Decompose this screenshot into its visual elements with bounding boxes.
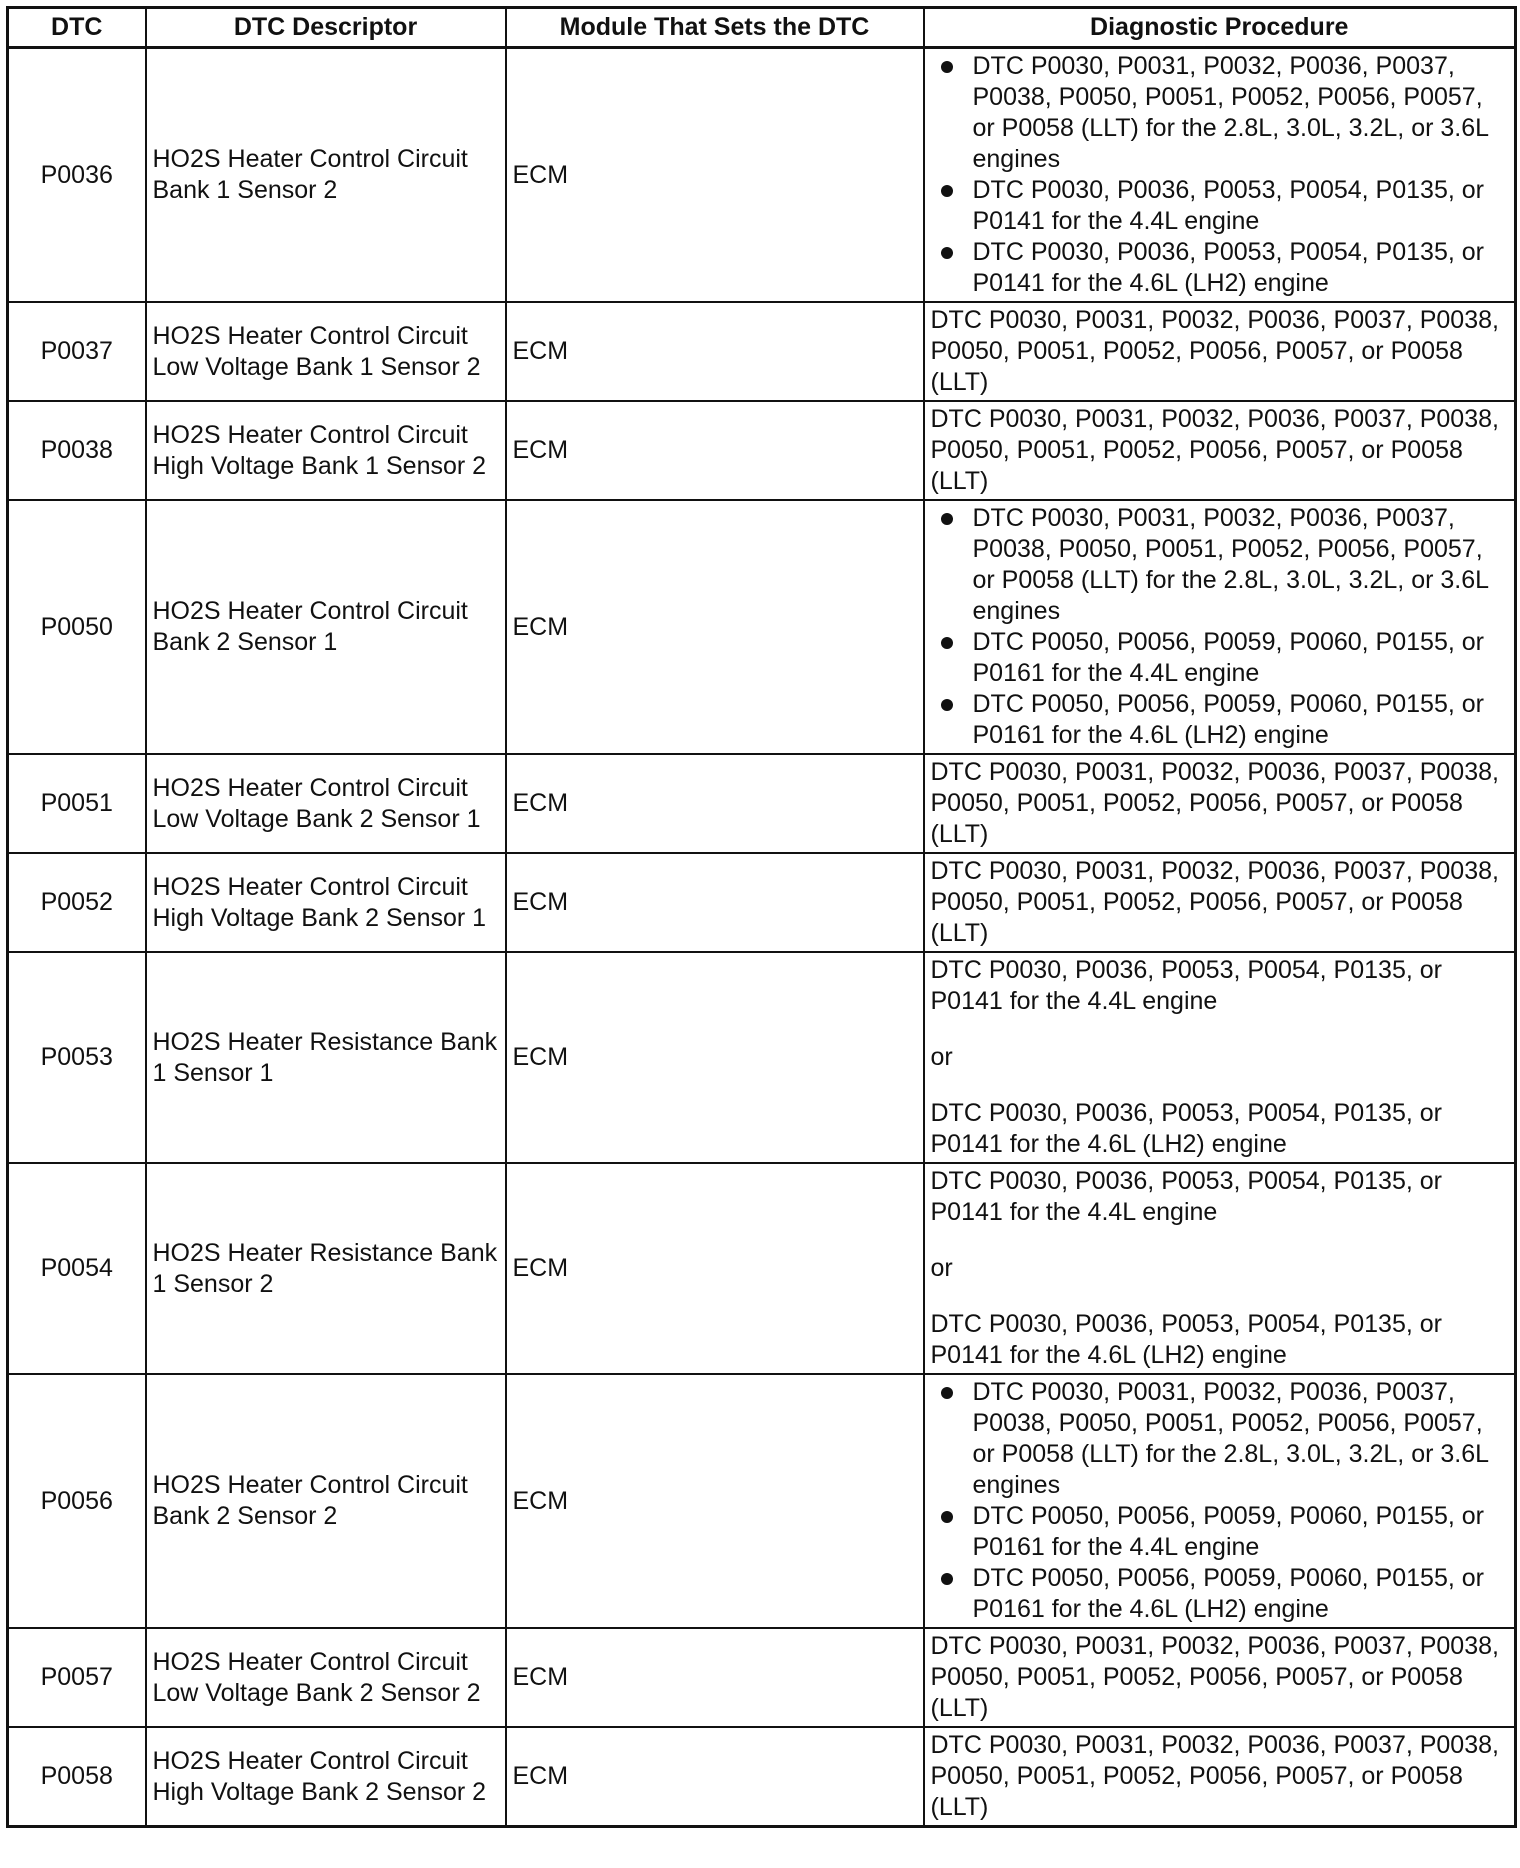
dtc-code-cell: P0038 [8,401,146,500]
module-cell: ECM [506,853,924,952]
procedure-bullet-list [931,51,1509,299]
module-cell: ECM [506,1727,924,1827]
procedure-paragraph: or [930,1043,953,1071]
header-diagnostic-procedure: Diagnostic Procedure [924,8,1516,48]
dtc-descriptor-cell: HO2S Heater Resistance Bank 1 Sensor 1 [146,952,506,1163]
procedure-paragraph: DTC P0030, P0036, P0053, P0054, P0135, or P0141 for the 4.6L (LH2) engine [930,1310,1442,1369]
module-cell: ECM [506,401,924,500]
table-row [8,952,1516,1163]
dtc-code-cell: P0056 [8,1374,146,1628]
procedure-bullet-item: DTC P0050, P0056, P0059, P0060, P0155, or P0161 for the 4.6L (LH2) engine [973,1563,1509,1625]
module-cell: ECM [506,754,924,853]
dtc-descriptor-cell: HO2S Heater Control Circuit Low Voltage Bank 2 Sensor 1 [146,754,506,853]
table-row [8,1727,1516,1827]
dtc-code-cell: P0052 [8,853,146,952]
procedure-bullet-list [931,503,1509,751]
dtc-code-cell: P0036 [8,48,146,303]
table-row [8,853,1516,952]
dtc-code-cell: P0054 [8,1163,146,1374]
diagnostic-procedure-cell [924,401,1516,500]
module-cell: ECM [506,500,924,754]
dtc-descriptor-cell: HO2S Heater Control Circuit Bank 2 Sensor 2 [146,1374,506,1628]
procedure-paragraph: DTC P0030, P0036, P0053, P0054, P0135, or P0141 for the 4.4L engine [930,1167,1442,1226]
table-row [8,1163,1516,1374]
dtc-descriptor-cell: HO2S Heater Control Circuit Low Voltage Bank 1 Sensor 2 [146,302,506,401]
procedure-paragraph: DTC P0030, P0031, P0032, P0036, P0037, P0038, P0050, P0051, P0052, P0056, P0057, or P0058 (LLT) [930,758,1499,848]
table-row [8,302,1516,401]
dtc-descriptor-cell: HO2S Heater Control Circuit Bank 2 Sensor 1 [146,500,506,754]
diagnostic-procedure-cell [924,1374,1516,1628]
diagnostic-procedure-cell [924,1727,1516,1827]
procedure-bullet-list [931,1377,1509,1625]
module-cell: ECM [506,1374,924,1628]
procedure-paragraph: DTC P0030, P0031, P0032, P0036, P0037, P0038, P0050, P0051, P0052, P0056, P0057, or P0058 (LLT) [930,1731,1499,1821]
dtc-code-cell: P0058 [8,1727,146,1827]
dtc-code-cell: P0037 [8,302,146,401]
table-body [8,48,1516,1827]
dtc-table [6,6,1517,1828]
table-row [8,754,1516,853]
diagnostic-procedure-cell [924,1628,1516,1727]
diagnostic-procedure-cell [924,500,1516,754]
procedure-bullet-item: DTC P0030, P0031, P0032, P0036, P0037, P0038, P0050, P0051, P0052, P0056, P0057, or P0058 (LLT) for the 2.8L, 3.0L, 3.2L, or 3.6L engines [973,51,1509,175]
dtc-descriptor-cell: HO2S Heater Control Circuit High Voltage Bank 2 Sensor 2 [146,1727,506,1827]
module-cell: ECM [506,1163,924,1374]
procedure-paragraph: DTC P0030, P0031, P0032, P0036, P0037, P0038, P0050, P0051, P0052, P0056, P0057, or P0058 (LLT) [930,1632,1499,1722]
module-cell: ECM [506,1628,924,1727]
dtc-descriptor-cell: HO2S Heater Control Circuit High Voltage Bank 2 Sensor 1 [146,853,506,952]
procedure-paragraph: DTC P0030, P0036, P0053, P0054, P0135, or P0141 for the 4.6L (LH2) engine [930,1099,1442,1158]
procedure-paragraph: or [930,1254,953,1282]
dtc-descriptor-cell: HO2S Heater Control Circuit High Voltage Bank 1 Sensor 2 [146,401,506,500]
procedure-bullet-item: DTC P0030, P0036, P0053, P0054, P0135, or P0141 for the 4.4L engine [973,175,1509,237]
table-row [8,1628,1516,1727]
dtc-descriptor-cell: HO2S Heater Resistance Bank 1 Sensor 2 [146,1163,506,1374]
table-row [8,1374,1516,1628]
procedure-paragraph: DTC P0030, P0031, P0032, P0036, P0037, P0038, P0050, P0051, P0052, P0056, P0057, or P0058 (LLT) [930,306,1499,396]
procedure-bullet-item: DTC P0030, P0031, P0032, P0036, P0037, P0038, P0050, P0051, P0052, P0056, P0057, or P0058 (LLT) for the 2.8L, 3.0L, 3.2L, or 3.6L engines [973,1377,1509,1501]
diagnostic-procedure-cell [924,302,1516,401]
dtc-descriptor-cell: HO2S Heater Control Circuit Low Voltage Bank 2 Sensor 2 [146,1628,506,1727]
module-cell: ECM [506,302,924,401]
procedure-bullet-item: DTC P0050, P0056, P0059, P0060, P0155, or P0161 for the 4.4L engine [973,1501,1509,1563]
header-dtc-descriptor: DTC Descriptor [146,8,506,48]
dtc-code-cell: P0057 [8,1628,146,1727]
diagnostic-procedure-cell [924,754,1516,853]
diagnostic-procedure-cell [924,1163,1516,1374]
procedure-paragraph: DTC P0030, P0036, P0053, P0054, P0135, or P0141 for the 4.4L engine [930,956,1442,1015]
diagnostic-procedure-cell [924,853,1516,952]
procedure-bullet-item: DTC P0030, P0036, P0053, P0054, P0135, or P0141 for the 4.6L (LH2) engine [973,237,1509,299]
dtc-code-cell: P0053 [8,952,146,1163]
diagnostic-procedure-cell [924,952,1516,1163]
header-dtc: DTC [8,8,146,48]
dtc-code-cell: P0050 [8,500,146,754]
table-row [8,401,1516,500]
table-row [8,48,1516,303]
module-cell: ECM [506,952,924,1163]
header-module: Module That Sets the DTC [506,8,924,48]
module-cell: ECM [506,48,924,303]
header-row [8,8,1516,48]
procedure-bullet-item: DTC P0050, P0056, P0059, P0060, P0155, or P0161 for the 4.4L engine [973,627,1509,689]
procedure-paragraph: DTC P0030, P0031, P0032, P0036, P0037, P0038, P0050, P0051, P0052, P0056, P0057, or P0058 (LLT) [930,857,1499,947]
procedure-bullet-item: DTC P0050, P0056, P0059, P0060, P0155, or P0161 for the 4.6L (LH2) engine [973,689,1509,751]
diagnostic-procedure-cell [924,48,1516,303]
dtc-descriptor-cell: HO2S Heater Control Circuit Bank 1 Sensor 2 [146,48,506,303]
procedure-bullet-item: DTC P0030, P0031, P0032, P0036, P0037, P0038, P0050, P0051, P0052, P0056, P0057, or P0058 (LLT) for the 2.8L, 3.0L, 3.2L, or 3.6L engines [973,503,1509,627]
procedure-paragraph: DTC P0030, P0031, P0032, P0036, P0037, P0038, P0050, P0051, P0052, P0056, P0057, or P0058 (LLT) [930,405,1499,495]
table-row [8,500,1516,754]
dtc-code-cell: P0051 [8,754,146,853]
